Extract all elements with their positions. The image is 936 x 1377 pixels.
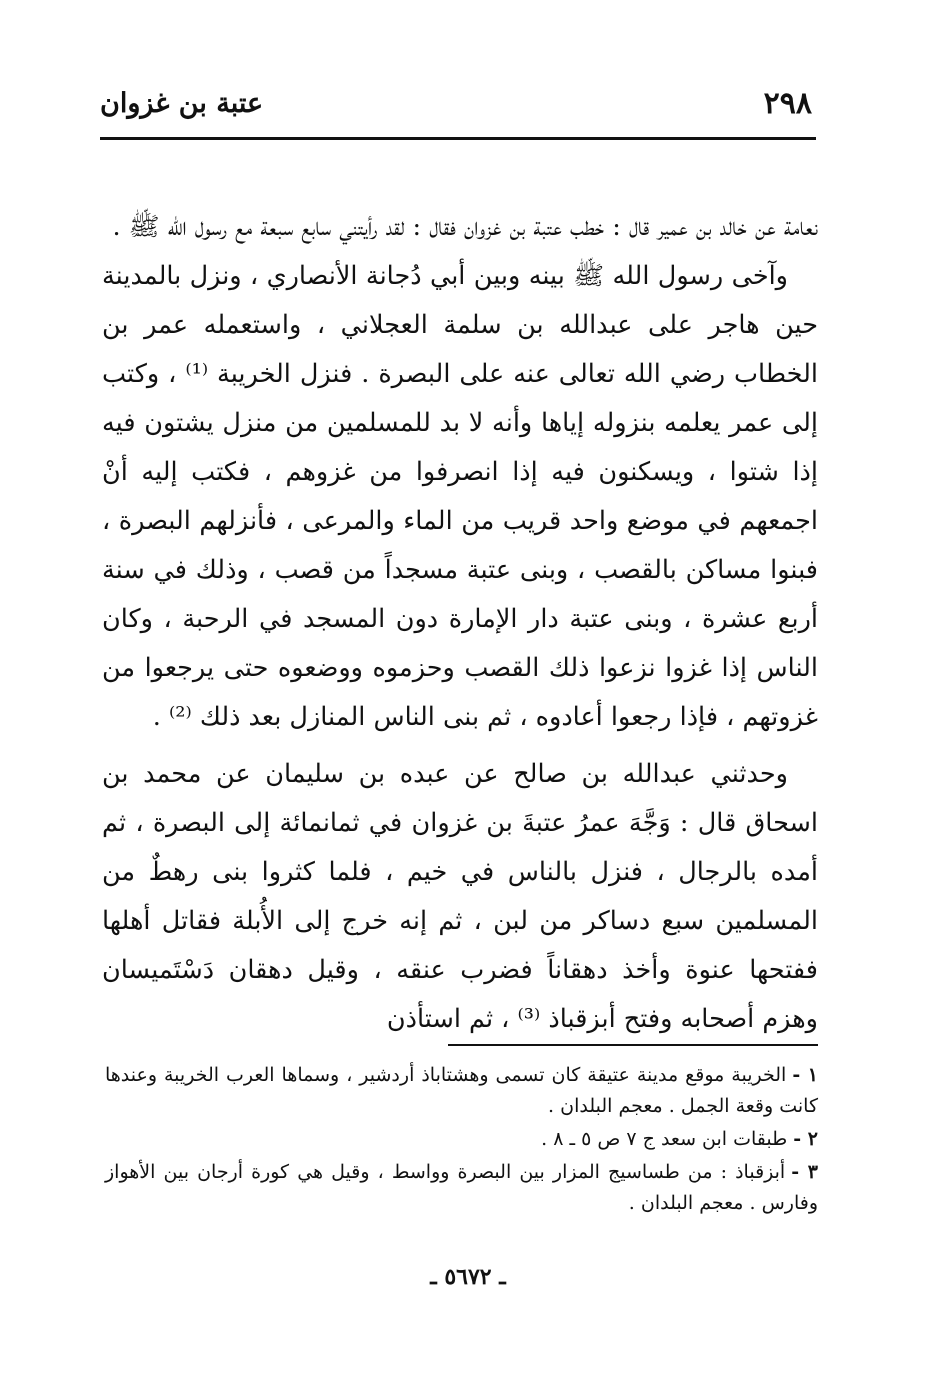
running-header bbox=[100, 88, 812, 130]
footnote-2 bbox=[105, 1124, 818, 1155]
chapter-title: عتبة بن غزوان bbox=[100, 88, 264, 119]
footnote-rule bbox=[448, 1044, 818, 1046]
footnote-text: طبقات ابن سعد ج ٧ ص ٥ ـ ٨ . bbox=[541, 1128, 788, 1150]
paragraph-2: وآخى رسول الله ﷺ بينه وبين أبي دُجانة الأنصاري ، ونزل بالمدينة حين هاجر على عبدالله بن سلمة العجلاني ، واستعمله عمر بن الخطاب رضي الله تعالى عنه على البصرة . فنزل الخريبة ⁽¹⁾ ، وكتب إلى عمر يعلمه بنزوله إياها وأنه لا بد للمسلمين من منزل يشتون فيه إذا شتوا ، ويسكنون فيه إذا انصرفوا من غزوهم ، فكتب إليه أنْ اجمعهم في موضع واحد قريب من الماء والمرعى ، فأنزلهم البصرة ، فبنوا مساكن بالقصب ، وبنى عتبة مسجداً من قصب ، وذلك في سنة أربع عشرة ، وبنى عتبة دار الإمارة دون المسجد في الرحبة ، وكان الناس إذا غزوا نزعوا ذلك القصب وحزموه ووضعوه حتى يرجعوا من غزوتهم ، فإذا رجعوا أعادوه ، ثم بنى الناس المنازل بعد ذلك ⁽²⁾ . bbox=[102, 261, 818, 732]
footnote-number: ٣ - bbox=[791, 1161, 818, 1183]
header-page-number: ٢٩٨ bbox=[763, 86, 812, 121]
footnote-1 bbox=[105, 1060, 818, 1122]
footnote-3 bbox=[105, 1157, 818, 1219]
footnote-text: أبزقباذ : من طساسيج المزار بين البصرة وواسط ، وقيل هي كورة أرجان بين الأهواز وفارس . معجم البلدان . bbox=[105, 1161, 818, 1214]
paragraph-3: وحدثني عبدالله بن صالح عن عبده بن سليمان عن محمد بن اسحاق قال : وَجَّهَ عمرُ عتبةَ بن غزوان في ثمانمائة إلى البصرة ، ثم أمده بالرجال ، فنزل بالناس في خيم ، فلما كثروا بنى رهطٌ من المسلمين سبع دساكر من لبن ، ثم إنه خرج إلى الأُبلة فقاتل أهلها ففتحها عنوة وأخذ دهقاناً فضرب عنقه ، وقيل دهقان دَسْتَميسان وهزم أصحابه وفتح أبزقباذ ⁽³⁾ ، ثم استأذن bbox=[102, 759, 818, 1034]
footnote-number: ١ - bbox=[792, 1064, 818, 1086]
footer-page-number: ـ ٥٦٧٢ ـ bbox=[430, 1264, 506, 1290]
paragraph-1: نعامة عن خالد بن عمير قال : خطب عتبة بن غزوان فقال : لقد رأيتني سابع سبعة مع رسول الله ﷺ . bbox=[112, 212, 818, 242]
footnotes bbox=[105, 1060, 818, 1221]
header-rule bbox=[100, 137, 816, 140]
main-text bbox=[102, 203, 818, 1044]
footnote-number: ٢ - bbox=[793, 1128, 818, 1150]
footnote-text: الخريبة موقع مدينة عتيقة كان تسمى وهشتاباذ أردشير ، وسماها العرب الخريبة وعندها كانت وقعة الجمل . معجم البلدان . bbox=[105, 1064, 818, 1117]
